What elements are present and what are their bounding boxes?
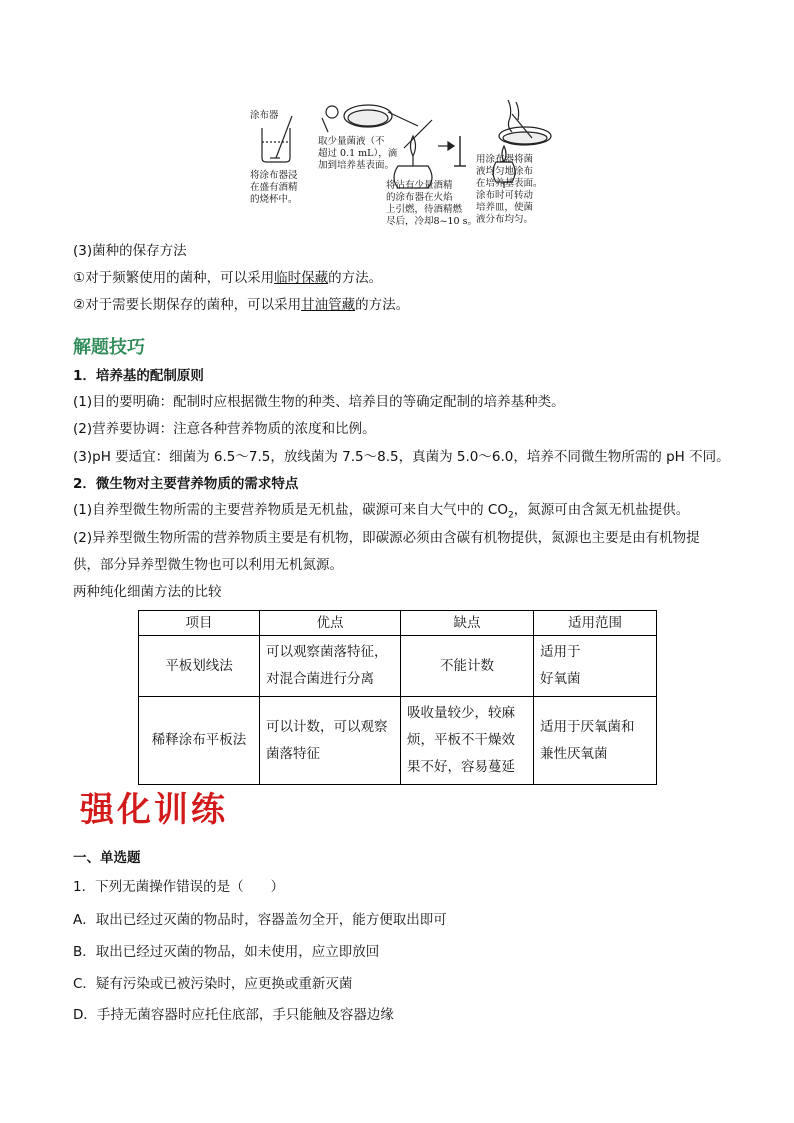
- tips-heading-2: 2．微生物对主要营养物质的需求特点: [73, 476, 299, 492]
- storage-item-text: ①对于频繁使用的菌种，可以采用: [73, 270, 275, 286]
- tips-heading-1: 1．培养基的配制原则: [73, 368, 204, 384]
- figure-label-spreader: 涂布器: [250, 110, 279, 121]
- storage-item-2: [73, 295, 409, 315]
- option-c[interactable]: C．疑有污染或已被污染时，应更换或重新灭菌: [73, 976, 353, 992]
- table-cell-pros: [260, 636, 401, 697]
- figure-text-line: 超过 0.1 mL），滴: [318, 148, 398, 159]
- storage-item-1: [73, 268, 382, 288]
- table-cell-cons: 不能计数: [401, 636, 534, 697]
- question-section-heading: 一、单选题: [73, 850, 141, 866]
- cell-line: 菌落特征: [266, 745, 320, 762]
- table-row: [139, 636, 657, 697]
- beaker-icon: [262, 116, 292, 162]
- figure-text-line: 液分布均匀。: [476, 214, 534, 225]
- cell-line: 可以计数，可以观察: [266, 718, 388, 735]
- table-cell-pros: [260, 697, 401, 785]
- table-caption: 两种纯化细菌方法的比较: [73, 584, 222, 600]
- figure-text-line: 在盛有酒精: [250, 182, 298, 193]
- table-header-cell: 优点: [260, 611, 401, 636]
- tips-paragraph: [73, 500, 689, 526]
- cell-line: 适用于: [540, 644, 581, 660]
- table-cell-cons: [401, 697, 534, 785]
- storage-heading: (3)菌种的保存方法: [73, 243, 187, 259]
- cell-line: 适用于厌氧菌和: [540, 718, 635, 735]
- figure-text-line: 取少量菌液（不: [318, 136, 385, 147]
- figure-text-line: 上引燃，待酒精燃: [386, 204, 463, 215]
- question-stem: 1．下列无菌操作错误的是（ ）: [73, 879, 285, 895]
- spreader-icon: [454, 136, 466, 166]
- option-a[interactable]: A．取出已经过灭菌的物品时，容器盖勿全开，能方便取出即可: [73, 912, 447, 928]
- table-header-cell: 适用范围: [534, 611, 657, 636]
- cell-line: 兼性厌氧菌: [540, 745, 608, 762]
- storage-keyword: 临时保藏: [274, 270, 329, 286]
- table-cell-scope: [534, 636, 657, 697]
- table-cell-scope: [534, 697, 657, 785]
- tips-text: ，氮源可由含氮无机盐提供。: [513, 502, 690, 518]
- figure-text-line: 的烧杯中。: [250, 194, 298, 205]
- figure-text-line: 在培养基表面。: [476, 178, 543, 189]
- storage-keyword: 甘油管藏: [301, 297, 356, 313]
- table-cell-method: 稀释涂布平板法: [139, 697, 260, 785]
- table-header-cell: 缺点: [401, 611, 534, 636]
- cell-line: 果不好，容易蔓延: [407, 759, 515, 775]
- cell-line: 烦，平板不干燥效: [407, 732, 515, 748]
- tips-paragraph: (2)异养型微生物所需的营养物质主要是有机物，即碳源必须由含碳有机物提供，氮源也主要是由有机物提: [73, 530, 700, 546]
- figure-text-line: 尽后，冷却8~10 s。: [386, 216, 477, 227]
- tips-paragraph: 供，部分异养型微生物也可以利用无机氮源。: [73, 557, 343, 573]
- tips-section-title: 解题技巧: [73, 337, 145, 358]
- cell-line: 可以观察菌落特征，: [266, 644, 388, 660]
- table-header-row: [139, 611, 657, 636]
- alcohol-lamp-icon: [394, 120, 432, 188]
- arrow-right-icon: [438, 142, 454, 150]
- subscript: 2: [507, 510, 514, 521]
- figure-text-line: 将沾有少量酒精: [386, 180, 453, 191]
- figure-text-line: 液均匀地涂布: [476, 166, 534, 177]
- cell-line: 好氧菌: [540, 671, 581, 687]
- figure-step3-text: [386, 180, 477, 228]
- table-cell-method: 平板划线法: [139, 636, 260, 697]
- storage-item-text: ②对于需要长期保存的菌种，可以采用: [73, 297, 302, 313]
- tips-paragraph: (1)目的要明确：配制时应根据微生物的种类、培养目的等确定配制的培养基种类。: [73, 394, 565, 410]
- figure-text-line: 涂布时可转动: [476, 190, 534, 201]
- table-row: [139, 697, 657, 785]
- figure-step1-text: [250, 170, 298, 206]
- comparison-table: [138, 610, 657, 785]
- petri-dish-icon: [322, 105, 418, 132]
- figure-text-line: 的涂布器在火焰: [386, 192, 453, 203]
- option-d[interactable]: D．手持无菌容器时应托住底部，手只能触及容器边缘: [73, 1007, 394, 1023]
- option-b[interactable]: B．取出已经过灭菌的物品，如未使用，应立即放回: [73, 944, 380, 960]
- figure-step4-text: [476, 154, 543, 226]
- spreading-procedure-figure: [250, 96, 560, 232]
- tips-paragraph: (2)营养要协调：注意各种营养物质的浓度和比例。: [73, 421, 376, 437]
- table-header-cell: 项目: [139, 611, 260, 636]
- figure-text-line: 将涂布器浸: [250, 170, 298, 181]
- practice-banner: 强化训练: [80, 790, 228, 830]
- figure-step2-text: [318, 136, 397, 172]
- figure-text-line: 用涂布器将菌: [476, 154, 534, 165]
- figure-text-line: 加到培养基表面。: [318, 160, 395, 171]
- cell-line: 对混合菌进行分离: [266, 671, 374, 687]
- storage-item-text: 的方法。: [328, 270, 383, 286]
- tips-text: (1)自养型微生物所需的主要营养物质是无机盐，碳源可来自大气中的 CO: [73, 502, 508, 518]
- tips-paragraph: (3)pH 要适宜：细菌为 6.5～7.5，放线菌为 7.5～8.5，真菌为 5.0～6.0，培养不同微生物所需的 pH 不同。: [73, 449, 730, 465]
- cell-line: 吸收量较少，较麻: [407, 705, 515, 721]
- storage-item-text: 的方法。: [355, 297, 410, 313]
- figure-text-line: 培养皿，使菌: [476, 202, 534, 213]
